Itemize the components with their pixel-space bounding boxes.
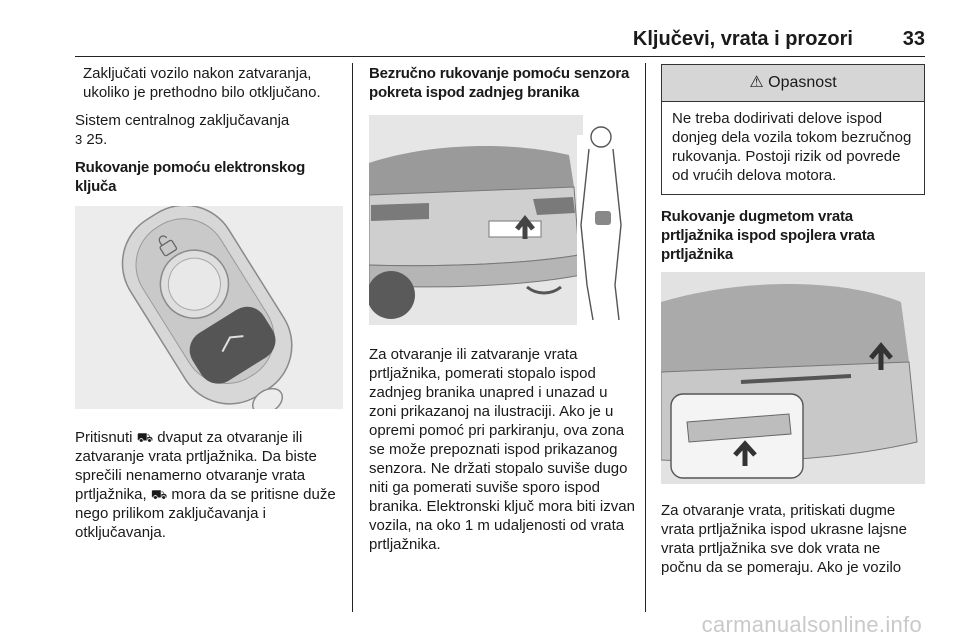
intro-paragraph: Zaključati vozilo nakon zatvaranja, ukoliko je prethodno bilo otključano. [83, 65, 321, 101]
column-right [661, 64, 925, 577]
column-left [75, 64, 343, 542]
button-instructions: Za otvaranje vrata, pritiskati dugme vrata prtljažnika ispod ukrasne lajsne vrata prtljažnika sve dok vrata ne počnu da se pomeraju. Ako je vozilo [661, 502, 907, 576]
warning-triangle-icon: ⚠ [749, 74, 764, 91]
ref-text: Sistem centralnog zaključavanja [75, 112, 290, 129]
section-heading: Bezručno rukovanje pomoću senzora pokreta ispod zadnjeg branika [369, 65, 630, 101]
watermark: carmanualsonline.info [701, 612, 922, 637]
section-heading: Rukovanje pomoću elektronskog ključa [75, 159, 306, 195]
warning-text: Ne treba dodirivati delove ispod donjeg dela vozila tokom bezručnog rukovanja. Postoji rizik od povrede od vrućih delova motora. [672, 110, 912, 184]
tailgate-button-icon [661, 272, 925, 484]
section-heading: Rukovanje dugmetom vrata prtljažnika ispod spojlera vrata prtljažnika [661, 208, 875, 263]
ref-arrow-icon: 3 [75, 132, 83, 147]
warning-box [661, 64, 925, 195]
cross-reference [75, 111, 343, 149]
page-header [75, 26, 925, 57]
warning-header [662, 65, 924, 102]
column-divider [645, 63, 646, 612]
tailgate-icon: ⛟ [150, 487, 168, 502]
handsfree-instructions: Za otvaranje ili zatvaranje vrata prtljažnika, pomerati stopalo ispod zadnjeg branika unapred i unazad u zoni prikazanoj na ilustraciji. Ako je u opremi pomoć pri parkiranju, ova zona se može prepoznati ispod prikazanog senzora. Ne držati stopalo suviše dugo niti ga pomerati suviše sporo ispod branika. Elektronski ključ mora biti izvan vozila, na oko 1 m udaljenosti od vrata prtljažnika. [369, 346, 635, 553]
tailgate-button-illustration [661, 272, 925, 484]
column-divider [352, 63, 353, 612]
warning-title: Opasnost [768, 74, 837, 91]
page-number: 33 [902, 28, 925, 50]
ref-page: 25. [86, 131, 108, 148]
key-fob-illustration [75, 206, 343, 409]
tailgate-icon: ⛟ [136, 430, 154, 445]
key-instructions: Pritisnuti ⛟ dvaput za otvaranje ili zatvaranje vrata prtljažnika. Da biste sprečili nenamerno otvaranje vrata prtljažnika, ⛟ mora da se pritisne duže nego prilikom zaključavanja i otključavanja. [75, 429, 336, 541]
handsfree-illustration [369, 115, 637, 325]
car-rear-sensor-icon [369, 115, 637, 325]
column-middle [369, 64, 637, 554]
key-fob-icon [75, 206, 343, 409]
section-title: Ključevi, vrata i prozori [632, 28, 853, 50]
